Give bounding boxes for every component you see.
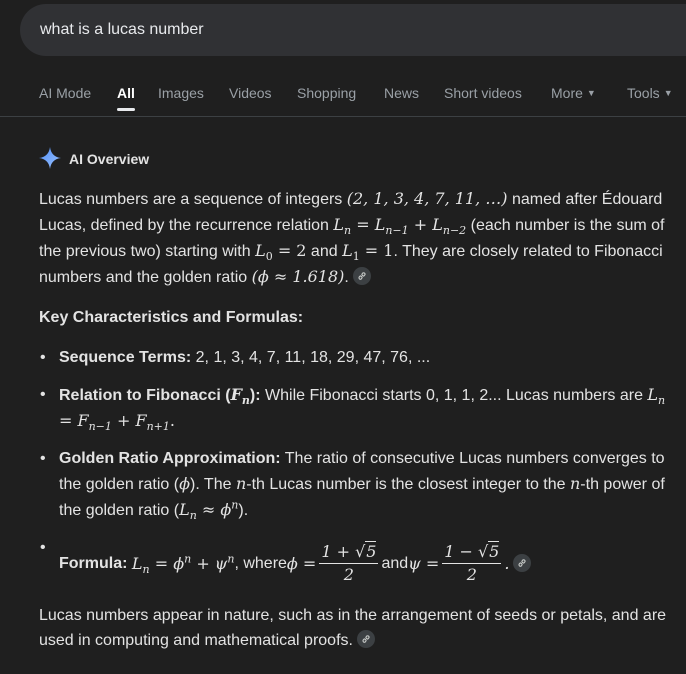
sequence-math: (2, 1, 3, 4, 7, 11, …): [346, 189, 508, 208]
intro-text: (each number is the sum of the previous two) starting with: [39, 217, 665, 260]
fib-relation-math: $L_n = F_{n-1} + F_{n+1}$.: [59, 385, 666, 434]
item-label: Golden Ratio Approximation:: [59, 450, 281, 467]
approx-math: $L_n \approx \phi^n$: [179, 498, 239, 523]
item-label: Sequence Terms:: [59, 349, 192, 366]
ai-overview-content: [39, 186, 675, 653]
item-label: Relation to Fibonacci $(F_n)$:: [59, 385, 261, 408]
tab-short-videos[interactable]: Short videos: [444, 85, 522, 101]
link-icon: [361, 634, 371, 644]
label-text: Relation to Fibonacci (: [59, 387, 231, 404]
phi-def-math: ϕ =: [286, 553, 317, 573]
section-heading: Key Characteristics and Formulas:: [39, 309, 304, 326]
binet-math: $L_n = \phi^n + \psi^n$: [131, 552, 235, 576]
n-math: n: [235, 474, 247, 493]
item-text: , where: [234, 554, 287, 572]
list-item: [59, 382, 675, 434]
phi-fraction: $\frac{1 + √5}{2}$: [321, 541, 377, 584]
list-item: [59, 535, 675, 591]
tab-videos[interactable]: Videos: [229, 85, 272, 101]
tab-all[interactable]: All: [117, 85, 135, 101]
intro-text: Lucas numbers are a sequence of integers: [39, 191, 347, 208]
tab-shopping[interactable]: Shopping: [297, 85, 357, 101]
closing-text: Lucas numbers appear in nature, such as in the arrangement of seeds or petals, and are used in computing and mathematical proofs.: [39, 607, 667, 649]
item-label: • Formula:: [59, 554, 128, 572]
source-link-button[interactable]: [353, 267, 371, 285]
tab-more[interactable]: [551, 85, 596, 101]
phi-approx-math: (ϕ ≈ 1.618): [251, 267, 345, 286]
source-link-button[interactable]: [357, 630, 375, 648]
link-icon: [517, 558, 527, 568]
item-text: ). The: [189, 476, 236, 493]
closing-paragraph: [39, 603, 675, 653]
intro-paragraph: [39, 186, 675, 290]
tab-ai-mode[interactable]: AI Mode: [39, 85, 92, 101]
list-item: [59, 446, 675, 523]
tab-tools[interactable]: [627, 85, 673, 101]
item-text: -th power of the golden ratio (: [59, 476, 665, 519]
intro-text: named after Édouard Lucas, defined by the recurrence relation: [39, 191, 663, 234]
item-text: 2, 1, 3, 4, 7, 11, 18, 29, 47, 76, ...: [191, 349, 431, 366]
item-text: While Fibonacci starts 0, 1, 1, 2... Lucas numbers are: [260, 387, 648, 404]
search-bar[interactable]: [20, 4, 686, 56]
link-icon: [357, 271, 367, 281]
list-item: [59, 345, 675, 370]
search-tabs: [0, 76, 686, 117]
psi-fraction: $\frac{1 - √5}{2}$: [444, 541, 500, 584]
tab-tools-label: Tools: [627, 85, 660, 101]
intro-text: and: [306, 243, 343, 260]
tab-images[interactable]: Images: [158, 85, 204, 101]
l1-math: $L_1 = 1$: [342, 241, 394, 264]
tab-more-label: More: [551, 85, 583, 101]
l0-math: $L_0 = 2$: [255, 241, 307, 264]
formula-line: • Formula: $L_n = \phi^n + \psi^n$ , where ϕ = $\frac{1 + √5}{2}$ and ψ = $\frac{1 - √5}{2}$ .: [59, 535, 675, 591]
item-text: The ratio of consecutive Lucas numbers converges to the golden ratio (: [59, 450, 665, 493]
intro-text: .: [344, 269, 349, 286]
source-link-button[interactable]: [513, 554, 531, 572]
caret-down-icon: ▼: [586, 88, 596, 98]
psi-def-math: ψ =: [408, 553, 440, 573]
recurrence-math: $L_n = L_{n-1} + L_{n-2}$: [333, 215, 467, 238]
label-text: ):: [249, 387, 261, 404]
ai-overview-title: AI Overview: [69, 151, 150, 167]
item-text: ).: [238, 502, 249, 519]
item-text: -th Lucas number is the closest integer to the: [246, 476, 570, 493]
characteristics-list: [39, 345, 675, 591]
sparkle-icon: [38, 146, 62, 170]
search-input[interactable]: what is a lucas number: [40, 21, 204, 38]
phi-math: ϕ: [179, 474, 190, 493]
item-text: and: [381, 554, 409, 572]
n-math: n: [569, 474, 581, 493]
tab-news[interactable]: News: [384, 85, 420, 101]
caret-down-icon: ▼: [663, 88, 673, 98]
intro-text: . They are closely related to Fibonacci numbers and the golden ratio: [39, 243, 663, 286]
